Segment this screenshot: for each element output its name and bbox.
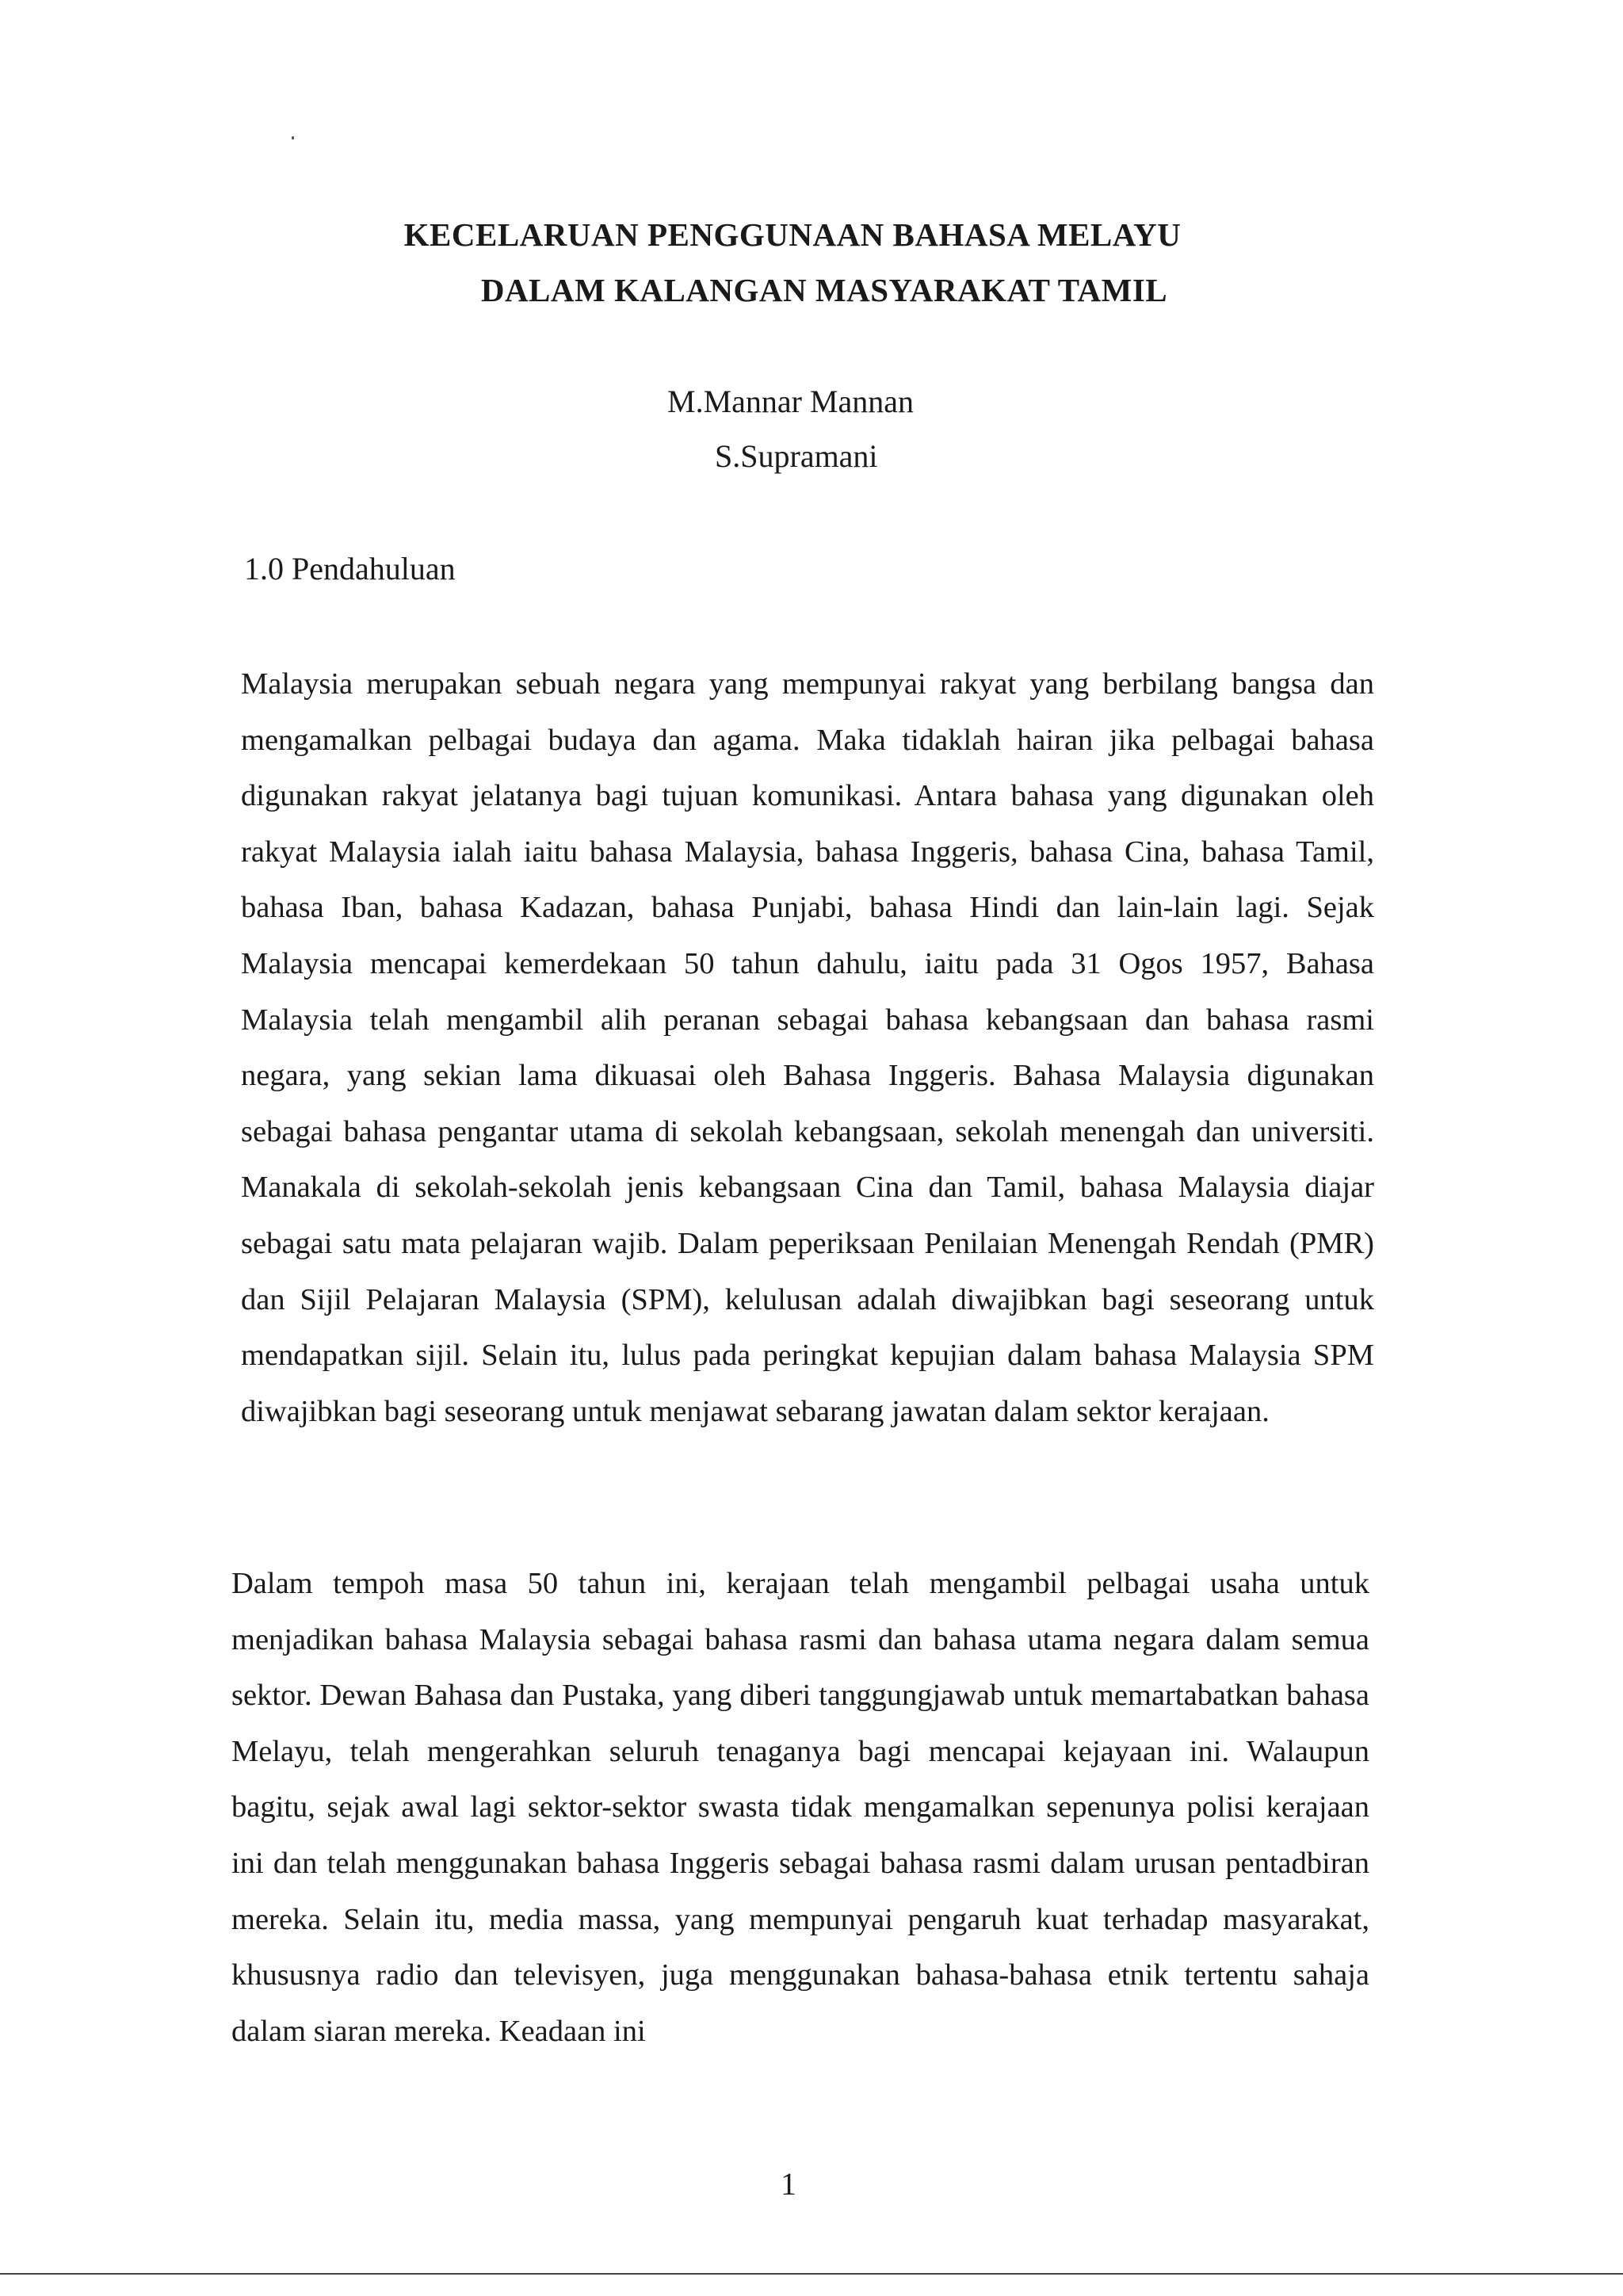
bottom-rule [0, 2273, 1623, 2275]
page-number: 1 [781, 2166, 796, 2202]
author-2: S.Supramani [715, 438, 878, 474]
title-line-1: KECELARUAN PENGGUNAAN BAHASA MELAYU [403, 216, 1182, 253]
title-line-2: DALAM KALANGAN MASYARAKAT TAMIL [480, 272, 1168, 308]
paragraph-2: Dalam tempoh masa 50 tahun ini, kerajaan telah mengambil pelbagai usaha untuk menjadikan bahasa Malaysia sebagai bahasa rasmi dan bahasa utama negara dalam semua sektor. Dewan Bahasa dan Pustaka, yang diberi tanggungjawab untuk memartabatkan bahasa Melayu, telah mengerahkan seluruh tenaganya bagi mencapai kejayaan ini. Walaupun bagitu, sejak awal lagi sektor-sektor swasta tidak mengamalkan sepenunya polisi kerajaan ini dan telah menggunakan bahasa Inggeris sebagai bahasa rasmi dalam urusan pentadbiran mereka. Selain itu, media massa, yang mempunyai pengaruh kuat terhadap masyarakat, khususnya radio dan televisyen, juga menggunakan bahasa-bahasa etnik tertentu sahaja dalam siaran mereka. Keadaan ini [231, 1567, 1369, 2048]
scan-speck [292, 136, 294, 139]
author-1: M.Mannar Mannan [667, 384, 915, 419]
section-heading: 1.0 Pendahuluan [244, 551, 456, 586]
paragraph-1: Malaysia merupakan sebuah negara yang mempunyai rakyat yang berbilang bangsa dan mengamalkan pelbagai budaya dan agama. Maka tidaklah hairan jika pelbagai bahasa digunakan rakyat jelatanya bagi tujuan komunikasi. Antara bahasa yang digunakan oleh rakyat Malaysia ialah iaitu bahasa Malaysia, bahasa Inggeris, bahasa Cina, bahasa Tamil, bahasa Iban, bahasa Kadazan, bahasa Punjabi, bahasa Hindi dan lain-lain lagi. Sejak Malaysia mencapai kemerdekaan 50 tahun dahulu, iaitu pada 31 Ogos 1957, Bahasa Malaysia telah mengambil alih peranan sebagai bahasa kebangsaan dan bahasa rasmi negara, yang sekian lama dikuasai oleh Bahasa Inggeris. Bahasa Malaysia digunakan sebagai bahasa pengantar utama di sekolah kebangsaan, sekolah menengah dan universiti. Manakala di sekolah-sekolah jenis kebangsaan Cina dan Tamil, bahasa Malaysia diajar sebagai satu mata pelajaran wajib. Dalam peperiksaan Penilaian Menengah Rendah (PMR) dan Sijil Pelajaran Malaysia (SPM), kelulusan adalah diwajibkan bagi seseorang untuk mendapatkan sijil. Selain itu, lulus pada peringkat kepujian dalam bahasa Malaysia SPM diwajibkan bagi seseorang untuk menjawat sebarang jawatan dalam sektor kerajaan. [241, 667, 1374, 1428]
